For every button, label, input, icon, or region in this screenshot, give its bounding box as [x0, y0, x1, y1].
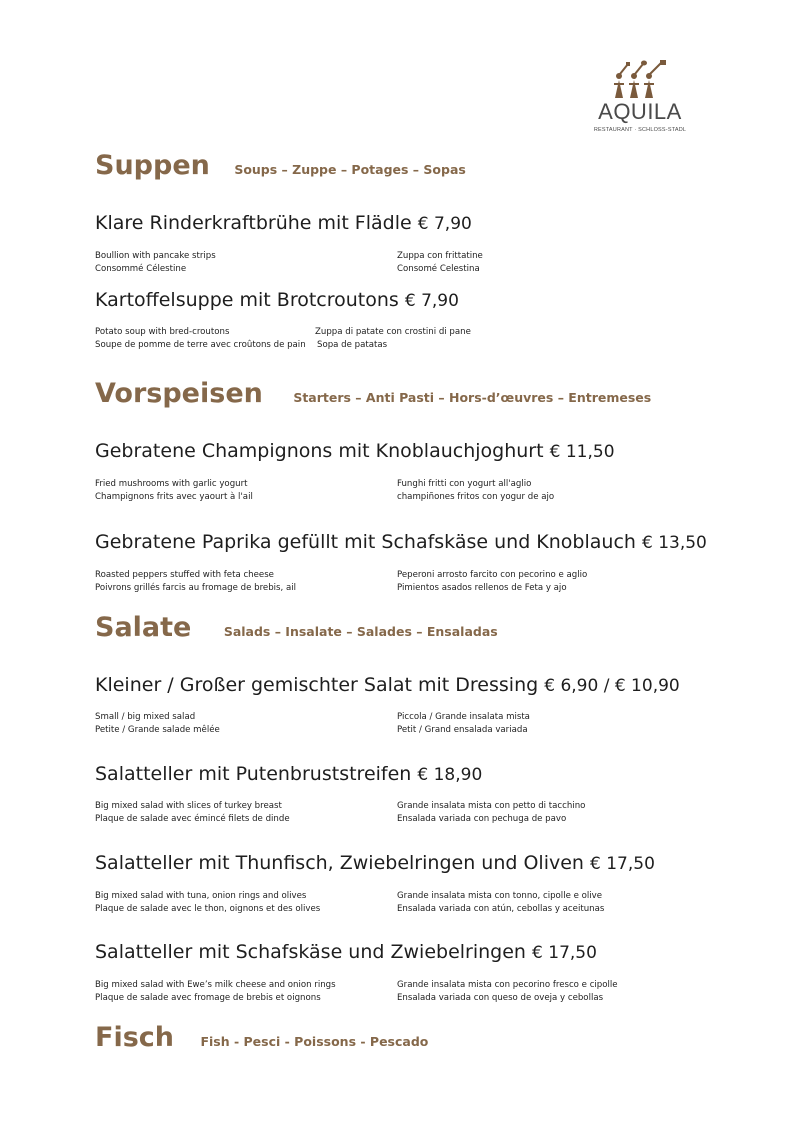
translation-es: Pimientos asados rellenos de Feta y ajo [397, 583, 567, 593]
section-title: Fisch [95, 1022, 174, 1053]
dish-price: € 17,50 [590, 854, 655, 874]
dish-title: Salatteller mit Thunfisch, Zwiebelringen und Oliven [95, 852, 584, 874]
translation-en: Fried mushrooms with garlic yogurt [95, 479, 248, 489]
dish-title: Kleiner / Großer gemischter Salat mit Dressing [95, 674, 539, 696]
dish-title: Salatteller mit Schafskäse und Zwiebelringen [95, 941, 526, 963]
translation-fr: Plaque de salade avec émincé filets de dinde [95, 814, 290, 824]
section-heading-salate [95, 612, 498, 643]
dish-title: Gebratene Paprika gefüllt mit Schafskäse und Knoblauch [95, 531, 636, 553]
dish-price: € 7,90 [404, 291, 459, 311]
translation-fr: Soupe de pomme de terre avec croûtons de pain [95, 340, 306, 350]
translation-it: Grande insalata mista con pecorino fresco e cipolle [397, 980, 618, 990]
dish-title: Salatteller mit Putenbruststreifen [95, 763, 412, 785]
logo-subtitle: RESTAURANT · SCHLOSS-STADL [593, 127, 687, 133]
translation-fr: Plaque de salade avec fromage de brebis et oignons [95, 993, 321, 1003]
dish-price: € 18,90 [417, 765, 483, 785]
section-title: Salate [95, 612, 192, 643]
translation-es: Ensalada variada con atún, cebollas y aceitunas [397, 904, 605, 914]
section-subtitle: Soups – Zuppe – Potages – Sopas [234, 162, 466, 177]
section-title: Suppen [95, 150, 210, 181]
dish-name [95, 212, 472, 234]
translation-en: Small / big mixed salad [95, 712, 196, 722]
translation-en: Roasted peppers stuffed with feta cheese [95, 570, 274, 580]
dish-name [95, 674, 680, 696]
dish-title: Kartoffelsuppe mit Brotcroutons [95, 289, 399, 311]
translation-es: Ensalada variada con queso de oveja y cebollas [397, 993, 604, 1003]
dish-name [95, 531, 707, 553]
dish-price: € 11,50 [549, 442, 615, 462]
translation-fr: Plaque de salade avec le thon, oignons et des olives [95, 904, 321, 914]
translation-fr: Poivrons grillés farcis au fromage de brebis, ail [95, 583, 297, 593]
section-heading-suppen [95, 150, 466, 181]
translation-it: Peperoni arrosto farcito con pecorino e aglio [397, 570, 588, 580]
dish-name [95, 763, 482, 785]
dish-price: € 13,50 [641, 533, 707, 553]
translation-it: Zuppa di patate con crostini di pane [315, 327, 471, 337]
restaurant-logo [588, 60, 692, 144]
translation-en: Big mixed salad with slices of turkey breast [95, 801, 282, 811]
logo-name: AQUILA [598, 99, 682, 124]
translation-fr: Champignons frits avec yaourt à l'ail [95, 492, 253, 502]
translation-es: champiñones fritos con yogur de ajo [397, 492, 555, 502]
translation-fr: Petite / Grande salade mêlée [95, 725, 220, 735]
dish-price: € 6,90 / € 10,90 [544, 676, 680, 696]
section-subtitle: Salads – Insalate – Salades – Ensaladas [223, 624, 498, 639]
dish-title: Gebratene Champignons mit Knoblauchjoghurt [95, 440, 544, 462]
translation-es: Consomé Celestina [397, 264, 480, 274]
translation-es: Petit / Grand ensalada variada [397, 725, 528, 735]
section-subtitle: Fish - Pesci - Poissons - Pescado [200, 1034, 429, 1049]
section-title: Vorspeisen [95, 378, 263, 409]
translation-it: Funghi fritti con yogurt all'aglio [397, 479, 532, 489]
translation-en: Big mixed salad with Ewe’s milk cheese and onion rings [95, 980, 336, 990]
section-heading-fisch [95, 1022, 428, 1053]
section-heading-vorspeisen [95, 378, 651, 409]
dish-name [95, 440, 615, 462]
dish-price: € 7,90 [417, 214, 472, 234]
translation-it: Grande insalata mista con petto di tacchino [397, 801, 586, 811]
translation-it: Grande insalata mista con tonno, cipolle e olive [397, 891, 603, 901]
translation-en: Big mixed salad with tuna, onion rings and olives [95, 891, 307, 901]
figures-with-utensils-icon [610, 60, 670, 100]
translation-es: Ensalada variada con pechuga de pavo [397, 814, 567, 824]
translation-it: Piccola / Grande insalata mista [397, 712, 530, 722]
translation-en: Boullion with pancake strips [95, 251, 216, 261]
translation-en: Potato soup with bred-croutons [95, 327, 230, 337]
dish-title: Klare Rinderkraftbrühe mit Flädle [95, 212, 412, 234]
dish-name [95, 941, 597, 963]
dish-price: € 17,50 [532, 943, 597, 963]
dish-name [95, 289, 459, 311]
translation-it: Zuppa con frittatine [397, 251, 483, 261]
section-subtitle: Starters – Anti Pasti – Hors-d’œuvres – Entremeses [293, 390, 652, 405]
translation-fr: Consommé Célestine [95, 264, 187, 274]
translation-es: Sopa de patatas [317, 340, 388, 350]
dish-name [95, 852, 655, 874]
